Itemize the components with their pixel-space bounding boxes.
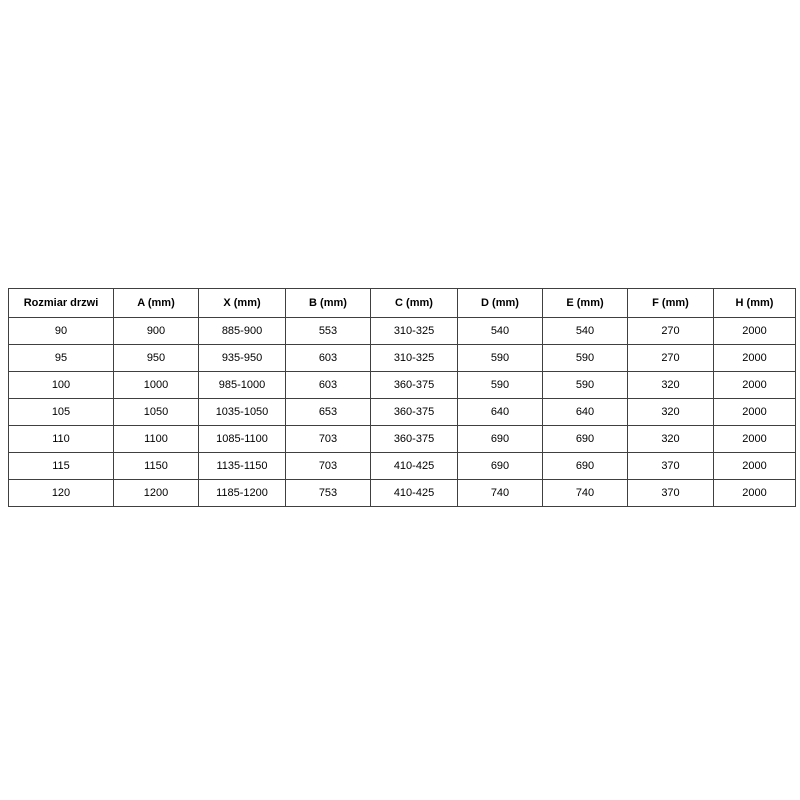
header-e-mm: E (mm) bbox=[543, 289, 628, 318]
cell-e: 640 bbox=[543, 399, 628, 426]
cell-b: 553 bbox=[286, 318, 371, 345]
cell-size: 90 bbox=[9, 318, 114, 345]
header-x-mm: X (mm) bbox=[199, 289, 286, 318]
cell-b: 653 bbox=[286, 399, 371, 426]
cell-x: 985-1000 bbox=[199, 372, 286, 399]
cell-c: 410-425 bbox=[371, 480, 458, 507]
header-b-mm: B (mm) bbox=[286, 289, 371, 318]
table-row bbox=[9, 318, 796, 345]
cell-f: 370 bbox=[628, 480, 714, 507]
cell-f: 320 bbox=[628, 399, 714, 426]
cell-f: 370 bbox=[628, 453, 714, 480]
cell-b: 703 bbox=[286, 453, 371, 480]
cell-h: 2000 bbox=[714, 372, 796, 399]
cell-size: 95 bbox=[9, 345, 114, 372]
cell-e: 690 bbox=[543, 426, 628, 453]
cell-c: 310-325 bbox=[371, 345, 458, 372]
cell-d: 690 bbox=[458, 453, 543, 480]
cell-a: 1150 bbox=[114, 453, 199, 480]
cell-d: 540 bbox=[458, 318, 543, 345]
cell-size: 120 bbox=[9, 480, 114, 507]
cell-a: 900 bbox=[114, 318, 199, 345]
cell-x: 1185-1200 bbox=[199, 480, 286, 507]
table-row bbox=[9, 426, 796, 453]
cell-x: 885-900 bbox=[199, 318, 286, 345]
header-d-mm: D (mm) bbox=[458, 289, 543, 318]
cell-x: 1035-1050 bbox=[199, 399, 286, 426]
table-row bbox=[9, 480, 796, 507]
cell-b: 703 bbox=[286, 426, 371, 453]
header-f-mm: F (mm) bbox=[628, 289, 714, 318]
table-row bbox=[9, 399, 796, 426]
cell-d: 690 bbox=[458, 426, 543, 453]
cell-x: 1085-1100 bbox=[199, 426, 286, 453]
cell-f: 320 bbox=[628, 426, 714, 453]
header-h-mm: H (mm) bbox=[714, 289, 796, 318]
header-c-mm: C (mm) bbox=[371, 289, 458, 318]
cell-h: 2000 bbox=[714, 480, 796, 507]
cell-a: 1050 bbox=[114, 399, 199, 426]
cell-b: 603 bbox=[286, 345, 371, 372]
cell-b: 603 bbox=[286, 372, 371, 399]
cell-a: 1200 bbox=[114, 480, 199, 507]
cell-c: 310-325 bbox=[371, 318, 458, 345]
cell-b: 753 bbox=[286, 480, 371, 507]
cell-size: 110 bbox=[9, 426, 114, 453]
cell-c: 360-375 bbox=[371, 426, 458, 453]
cell-size: 100 bbox=[9, 372, 114, 399]
cell-h: 2000 bbox=[714, 318, 796, 345]
cell-a: 1100 bbox=[114, 426, 199, 453]
cell-size: 105 bbox=[9, 399, 114, 426]
cell-a: 950 bbox=[114, 345, 199, 372]
cell-f: 320 bbox=[628, 372, 714, 399]
door-dimensions-table bbox=[8, 288, 796, 507]
header-a-mm: A (mm) bbox=[114, 289, 199, 318]
cell-f: 270 bbox=[628, 345, 714, 372]
cell-x: 1135-1150 bbox=[199, 453, 286, 480]
table-row bbox=[9, 372, 796, 399]
cell-e: 590 bbox=[543, 345, 628, 372]
cell-c: 360-375 bbox=[371, 372, 458, 399]
cell-d: 740 bbox=[458, 480, 543, 507]
cell-size: 115 bbox=[9, 453, 114, 480]
cell-h: 2000 bbox=[714, 345, 796, 372]
cell-h: 2000 bbox=[714, 453, 796, 480]
cell-e: 690 bbox=[543, 453, 628, 480]
cell-h: 2000 bbox=[714, 426, 796, 453]
header-rozmiar-drzwi: Rozmiar drzwi bbox=[9, 289, 114, 318]
cell-d: 590 bbox=[458, 345, 543, 372]
cell-f: 270 bbox=[628, 318, 714, 345]
header-row bbox=[9, 289, 796, 318]
cell-h: 2000 bbox=[714, 399, 796, 426]
cell-d: 640 bbox=[458, 399, 543, 426]
cell-c: 360-375 bbox=[371, 399, 458, 426]
cell-x: 935-950 bbox=[199, 345, 286, 372]
cell-c: 410-425 bbox=[371, 453, 458, 480]
cell-e: 540 bbox=[543, 318, 628, 345]
cell-e: 740 bbox=[543, 480, 628, 507]
table-row bbox=[9, 345, 796, 372]
table-row bbox=[9, 453, 796, 480]
cell-a: 1000 bbox=[114, 372, 199, 399]
cell-d: 590 bbox=[458, 372, 543, 399]
cell-e: 590 bbox=[543, 372, 628, 399]
